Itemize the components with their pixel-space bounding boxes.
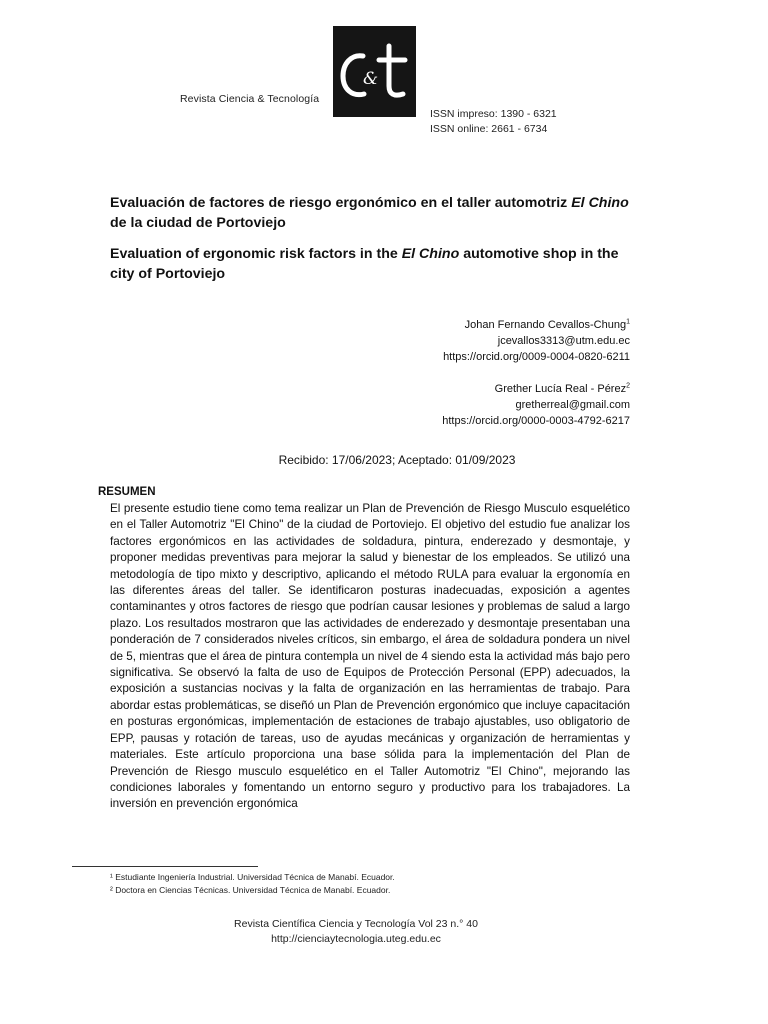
title-english: Evaluation of ergonomic risk factors in the El Chino automotive shop in the city of Portoviejo [110, 246, 619, 282]
footer-url-link[interactable]: http://cienciaytecnologia.uteg.edu.ec [271, 933, 441, 945]
title-spanish: Evaluación de factores de riesgo ergonómico en el taller automotriz El Chino de la ciudad de Portoviejo [110, 195, 629, 231]
issn-online: ISSN online: 2661 - 6734 [430, 123, 548, 135]
svg-text:&: & [363, 69, 379, 89]
footnote-item: ² Doctora en Ciencias Técnicas. Universidad Técnica de Manabí. Ecuador. [110, 885, 391, 895]
journal-logo [333, 26, 416, 117]
logo-mark-icon [333, 26, 416, 117]
abstract-heading: RESUMEN [98, 486, 156, 498]
journal-name: Revista Ciencia & Tecnología [180, 93, 320, 105]
author-orcid-link[interactable]: https://orcid.org/0009-0004-0820-6211 [443, 351, 630, 363]
author-email[interactable]: gretherreal@gmail.com [515, 399, 630, 411]
footnotes [110, 871, 395, 897]
received-accepted-dates: Recibido: 17/06/2023; Aceptado: 01/09/2023 [278, 453, 516, 467]
issn-print: ISSN impreso: 1390 - 6321 [430, 108, 557, 120]
author-block [442, 317, 630, 429]
author-email[interactable]: jcevallos3313@utm.edu.ec [497, 335, 630, 347]
author-orcid-link[interactable]: https://orcid.org/0000-0003-4792-6217 [442, 415, 630, 427]
page-footer [0, 917, 712, 947]
footer-journal-volume: Revista Científica Ciencia y Tecnología Vol 23 n.° 40 [234, 918, 478, 930]
author-name: Grether Lucía Real - Pérez$^2$ [494, 382, 630, 395]
abstract-text: El presente estudio tiene como tema realizar un Plan de Prevención de Riesgo Musculo esquelético en el Taller Automotriz "El Chino" de la ciudad de Portoviejo. El objetivo del estudio fue analizar los factores ergonómicos en las actividades de soldadura, pintura, enderezado y desmontaje, y proponer medidas preventivas para mejorar la salud y bienestar de los empleados. Se utilizó una metodología de tipo mixto y descriptivo, aplicando el método RULA para evaluar la ergonomía en las diferentes áreas del taller. Se identificaron posturas inadecuadas, exposición a agentes contaminantes y otros factores de riesgo que podrían causar lesiones y problemas de salud a largo plazo. Los resultados mostraron que las actividades de enderezado y desmontaje presentaban una ponderación de 7 considerados niveles críticos, sin embargo, el área de soldadura pondera un nivel de 5, mientras que el área de pintura contempla un nivel de 4 siendo esta la actividad más bajo pero significativa. Se observó la falta de uso de Equipos de Protección Personal (EPP) adecuados, la exposición a sustancias nocivas y la falta de organización en las herramientas de trabajo. Para abordar estas problemáticas, se diseñó un Plan de Prevención ergonómico que incluye capacitación en posturas ergonómicas, implementación de estaciones de trabajo ajustables, uso obligatorio de EPP, pausas y rotación de tareas, uso de ayudas mecánicas y organización de herramientas y materiales. Este artículo proporciona una base sólida para la implementación del Plan de Prevención de Riesgo musculo esquelético en el Taller Automotriz "El Chino", mejorando las condiciones laborales y fomentando un entorno seguro y productivo para los trabajadores. La inversión en prevención ergonómica [110, 502, 630, 811]
author-name: Johan Fernando Cevallos-Chung$^1$ [464, 318, 630, 331]
footnote-divider [72, 866, 258, 867]
footnote-item: ¹ Estudiante Ingeniería Industrial. Universidad Técnica de Manabí. Ecuador. [110, 872, 395, 882]
